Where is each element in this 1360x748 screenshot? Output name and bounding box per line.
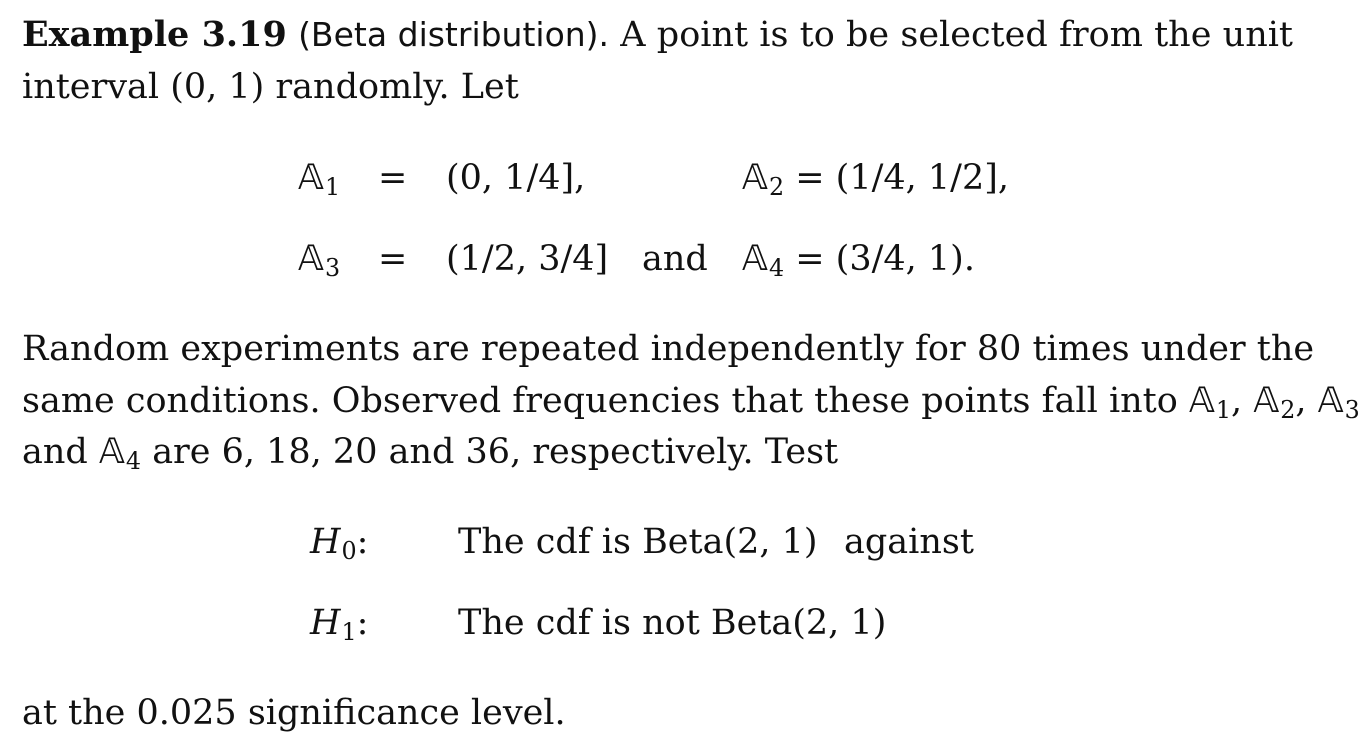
a3-equals: = [378,239,408,279]
paragraph-line3-rest: are 6, 18, 20 and 36, respectively. Test [152,432,839,472]
a2-subscript: 2 [768,173,785,202]
a3-value: (1/2, 3/4] [446,239,609,279]
list-a3-symbol: 𝔸 [1317,381,1344,421]
example-line2-text: interval (0, 1) randomly. Let [22,67,519,107]
h0-letter: H [310,522,341,562]
conclusion-line: at the 0.025 significance level. [22,693,566,733]
paragraph-set-list [1188,381,1360,425]
h1-colon: : [356,603,369,643]
set-a2 [742,157,1009,202]
example-line-2 [22,66,519,108]
a1-equals: = [378,158,408,198]
example-topic: (Beta distribution). [298,15,610,54]
paragraph-line-3 [22,431,838,476]
example-line1-rest: A point is to be selected from the unit [620,15,1293,55]
h1-label [310,602,368,647]
example-line-1 [22,14,1293,56]
h0-subscript: 0 [341,537,357,566]
a4-value: = (3/4, 1). [795,239,975,279]
set-a4 [742,238,975,283]
list-a4-symbol: 𝔸 [98,432,125,472]
list-a4-subscript: 4 [125,447,142,476]
and-word: and [642,239,708,279]
example-heading: Example 3.19 [22,14,287,55]
document-page [22,0,1360,748]
h0-statement: The cdf is Beta(2, 1) [458,522,818,562]
h1-statement: The cdf is not Beta(2, 1) [458,603,887,643]
set-a1 [298,157,340,202]
h0-colon: : [356,522,369,562]
list-comma-2: , [1295,381,1307,421]
a4-symbol: 𝔸 [742,239,768,279]
h0-against: against [844,522,974,562]
list-a1-subscript: 1 [1215,396,1232,425]
h0-label [310,521,368,566]
list-a2-subscript: 2 [1280,396,1296,425]
a2-value: = (1/4, 1/2], [795,158,1010,198]
paragraph-line2-text: same conditions. Observed frequencies that these points fall into [22,381,1178,421]
a2-symbol: 𝔸 [742,158,768,198]
a1-symbol: 𝔸 [298,158,324,198]
list-a1-symbol: 𝔸 [1188,381,1215,421]
set-a3 [298,238,340,283]
a1-subscript: 1 [324,173,341,202]
list-a3-subscript: 3 [1344,396,1360,425]
paragraph-line-2 [22,380,1360,425]
list-comma-1: , [1231,381,1243,421]
a3-subscript: 3 [324,254,341,283]
paragraph-line3-and: and [22,432,88,472]
a4-subscript: 4 [768,254,785,283]
h1-letter: H [310,603,341,643]
paragraph-line-1: Random experiments are repeated independently for 80 times under the [22,329,1315,369]
list-a2-symbol: 𝔸 [1253,381,1280,421]
a3-symbol: 𝔸 [298,239,324,279]
h1-subscript: 1 [341,618,357,647]
a1-value: (0, 1/4], [446,158,586,198]
